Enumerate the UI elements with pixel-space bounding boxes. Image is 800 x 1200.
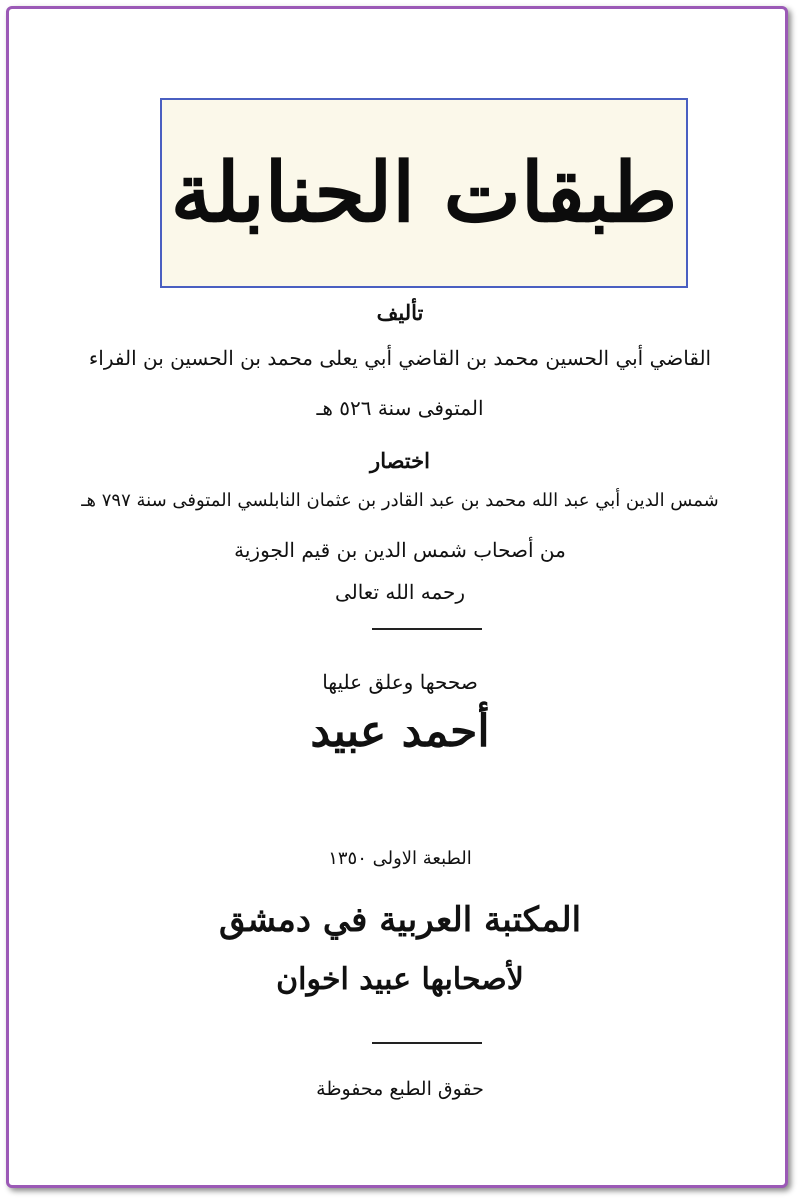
book-title: طبقات الحنابلة [170,145,678,241]
divider-1 [372,628,482,630]
publisher-line-2: لأصحابها عبيد اخوان [276,962,524,997]
publisher-line-1: المكتبة العربية في دمشق [218,900,582,940]
editor-name: أحمد عبيد [310,706,490,757]
editor-label: صححها وعلق عليها [322,670,478,694]
abridgement-label: اختصار [370,448,430,473]
abridger-line-2: من أصحاب شمس الدين بن قيم الجوزية [234,538,566,562]
rights-notice: حقوق الطبع محفوظة [316,1078,484,1100]
abridger-line-3: رحمه الله تعالى [334,580,466,604]
author-line-1: القاضي أبي الحسين محمد بن القاضي أبي يعلى محمد بن الحسين بن الفراء [88,346,712,370]
title-banner [160,98,688,288]
author-line-2: المتوفى سنة ٥٢٦ هـ [316,396,484,420]
author-label: تأليف [376,300,424,325]
edition-note: الطبعة الاولى ١٣٥٠ [328,848,472,869]
abridger-line-1: شمس الدين أبي عبد الله محمد بن عبد القادر بن عثمان النابلسي المتوفى سنة ٧٩٧ هـ [81,490,719,511]
divider-2 [372,1042,482,1044]
